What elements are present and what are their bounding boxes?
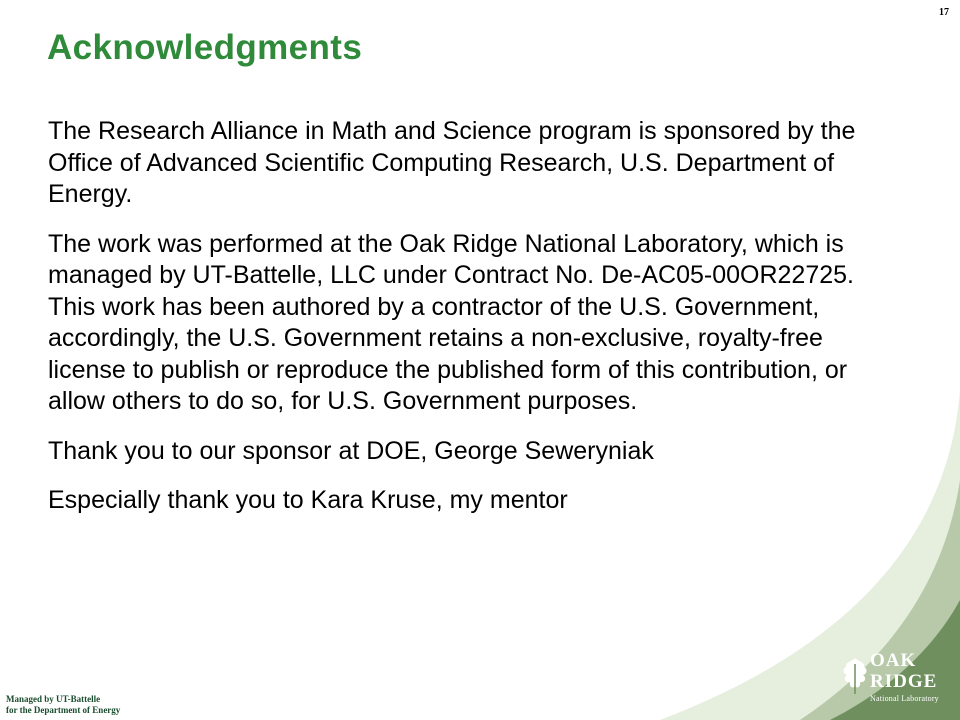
paragraph-work-performed: The work was performed at the Oak Ridge National Laboratory, which is managed by UT-Battelle, LLC under Contract No. De-AC05-00OR22725. This work has been authored by a contractor of the U.S. Government, accordingly, the U.S. Government retains a non-exclusive, royalty-free license to publish or reproduce the published form of this contribution, or allow others to do so, for U.S. Government purposes. [48, 229, 854, 415]
paragraph-thanks-mentor: Especially thank you to Kara Kruse, my mentor [48, 486, 568, 514]
footer-line-1: Managed by UT-Battelle [6, 694, 101, 704]
paragraph-thanks-sponsor: Thank you to our sponsor at DOE, George Seweryniak [48, 436, 654, 465]
footer-line-2: for the Department of Energy [6, 705, 121, 715]
logo-oak: OAK [870, 650, 917, 671]
slide-body [48, 116, 888, 535]
logo-subtitle: National Laboratory [870, 694, 939, 703]
ornl-logo [840, 650, 950, 710]
slide-title: Acknowledgments [47, 28, 363, 67]
oak-leaf-icon [840, 656, 870, 696]
page-number: 17 [939, 7, 949, 18]
footer-managed-by [6, 694, 120, 716]
paragraph-sponsorship: The Research Alliance in Math and Science program is sponsored by the Office of Advanced Scientific Computing Research, U.S. Department of Energy. [48, 117, 856, 208]
logo-ridge: RIDGE [870, 671, 938, 692]
